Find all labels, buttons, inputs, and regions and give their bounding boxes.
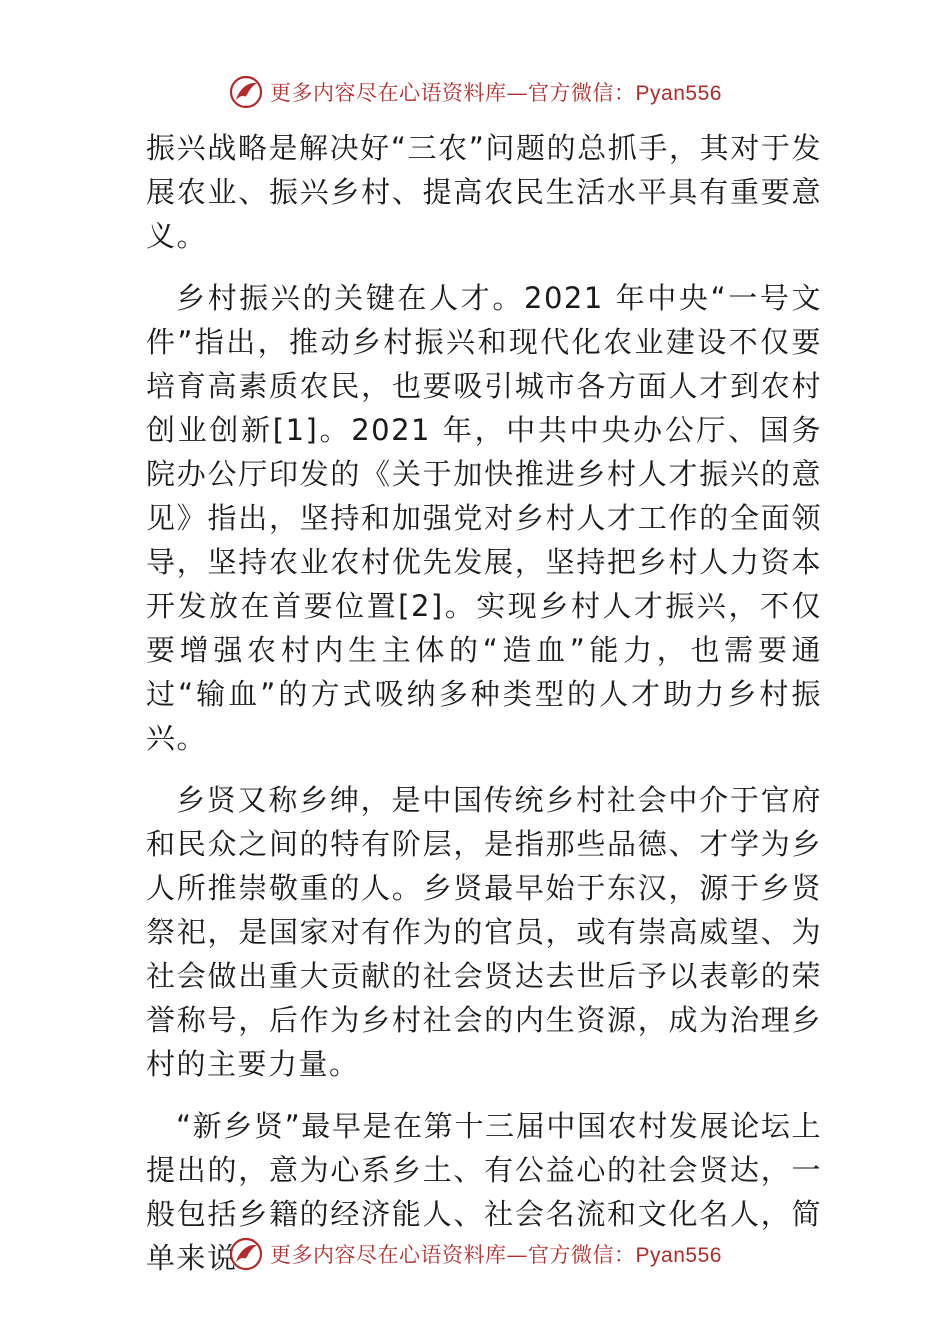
paragraph-1: 振兴战略是解决好“三农”问题的总抓手，其对于发展农业、振兴乡村、提高农民生活水平具有重要意义。 xyxy=(146,131,822,253)
footer-banner xyxy=(0,1232,950,1276)
header-banner-text: 更多内容尽在心语资料库—官方微信：Pyan556 xyxy=(270,81,722,105)
footer-wechat-id: Pyan556 xyxy=(635,1244,722,1267)
paragraph-4: “新乡贤”最早是在第十三届中国农村发展论坛上提出的，意为心系乡土、有公益心的社会贤达，一般包括乡籍的经济能人、社会名流和文化名人，简单来说 xyxy=(146,1109,822,1275)
header-banner xyxy=(0,70,950,114)
logo-icon xyxy=(228,1236,264,1272)
paragraph-3: 乡贤又称乡绅，是中国传统乡村社会中介于官府和民众之间的特有阶层，是指那些品德、才学为乡人所推崇敬重的人。乡贤最早始于东汉，源于乡贤祭祀，是国家对有作为的官员，或有崇高威望、为社会做出重大贡献的社会贤达去世后予以表彰的荣誉称号，后作为乡村社会的内生资源，成为治理乡村的主要力量。 xyxy=(146,783,822,1081)
footer-banner-text: 更多内容尽在心语资料库—官方微信：Pyan556 xyxy=(270,1243,722,1267)
logo-icon xyxy=(228,74,264,110)
header-wechat-id: Pyan556 xyxy=(635,82,722,105)
document-body xyxy=(146,126,822,1280)
paragraph-2: 乡村振兴的关键在人才。2021 年中央“一号文件”指出，推动乡村振兴和现代化农业建设不仅要培育高素质农民，也要吸引城市各方面人才到农村创业创新[1]。2021 年，中共中央办公厅、国务院办公厅印发的《关于加快推进乡村人才振兴的意见》指出，坚持和加强党对乡村人才工作的全面领导，坚持农业农村优先发展，坚持把乡村人力资本开发放在首要位置[2]。实现乡村人才振兴，不仅要增强农村内生主体的“造血”能力，也需要通过“输血”的方式吸纳多种类型的人才助力乡村振兴。 xyxy=(146,281,822,755)
